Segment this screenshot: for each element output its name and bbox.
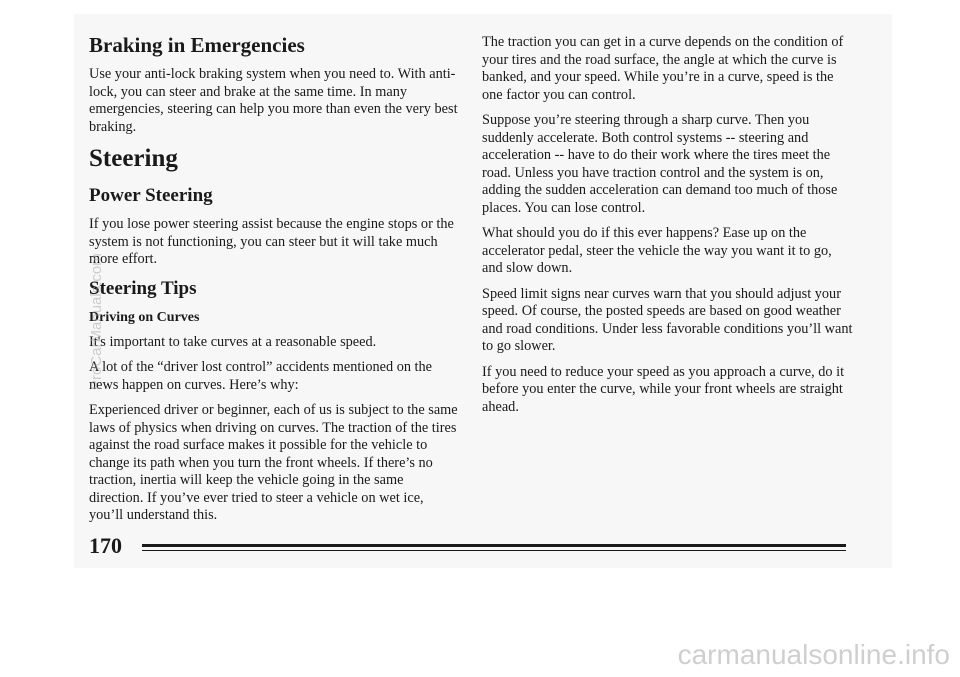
steering-tips-heading: Steering Tips: [89, 277, 197, 299]
footer-rule-thick: [142, 544, 846, 547]
left-column: [89, 32, 461, 533]
driving-on-curves-heading: Driving on Curves: [89, 309, 200, 325]
speed-limit-paragraph: Speed limit signs near curves warn that you should adjust your speed. Of course, the posted speeds are based on good weather and road conditions. Under less favorable conditions you’ll want to go slower.: [482, 285, 853, 354]
side-watermark: [88, 253, 112, 630]
brand-watermark: carmanualsonline.info: [677, 639, 950, 670]
manual-page: [74, 14, 892, 568]
curves-paragraph-1: It's important to take curves at a reasonable speed.: [89, 333, 377, 350]
footer-rule-thin: [142, 550, 846, 551]
curves-paragraph-2: A lot of the “driver lost control” accidents mentioned on the news happen on curves. Here’s why:: [89, 359, 433, 393]
steering-section-heading: Steering: [89, 145, 178, 172]
side-watermark-text: ProCarManuals.com: [88, 253, 105, 390]
what-to-do-paragraph: What should you do if this ever happens? Ease up on the accelerator pedal, steer the vehicle the way you want it to go, and slow down.: [482, 225, 832, 276]
reduce-speed-paragraph: If you need to reduce your speed as you approach a curve, do it before you enter the curve, while your front wheels are straight ahead.: [482, 363, 845, 415]
braking-emergencies-heading: Braking in Emergencies: [89, 33, 305, 57]
curves-paragraph-3: Experienced driver or beginner, each of us is subject to the same laws of physics when driving on curves. The traction of the tires against the road surface makes it possible for the vehicle to change its path when you turn the front wheels. If there’s no traction, inertia will keep the vehicle going in the same direction. If you’ve ever tried to steer a vehicle on wet ice, you’ll understand this.: [89, 402, 458, 523]
traction-paragraph: The traction you can get in a curve depends on the condition of your tires and the road surface, the angle at which the curve is banked, and your speed. While you’re in a curve, speed is the one factor you can control.: [482, 34, 844, 103]
page-number: 170: [89, 533, 122, 558]
power-steering-text: If you lose power steering assist because the engine stops or the system is not functioning, you can steer but it will take much more effort.: [89, 216, 454, 267]
right-column: [482, 34, 854, 424]
braking-emergencies-text: Use your anti-lock braking system when you need to. With anti-lock, you can steer and brake at the same time. In many emergencies, steering can help you more than even the very best braking.: [89, 66, 458, 135]
power-steering-heading: Power Steering: [89, 185, 213, 206]
sharp-curve-paragraph: Suppose you’re steering through a sharp curve. Then you suddenly accelerate. Both control systems -- steering and acceleration -- have to do their work where the tires meet the road. Unless you have traction control and the system is on, adding the sudden acceleration can demand too much of those places. You can lose control.: [482, 112, 838, 216]
